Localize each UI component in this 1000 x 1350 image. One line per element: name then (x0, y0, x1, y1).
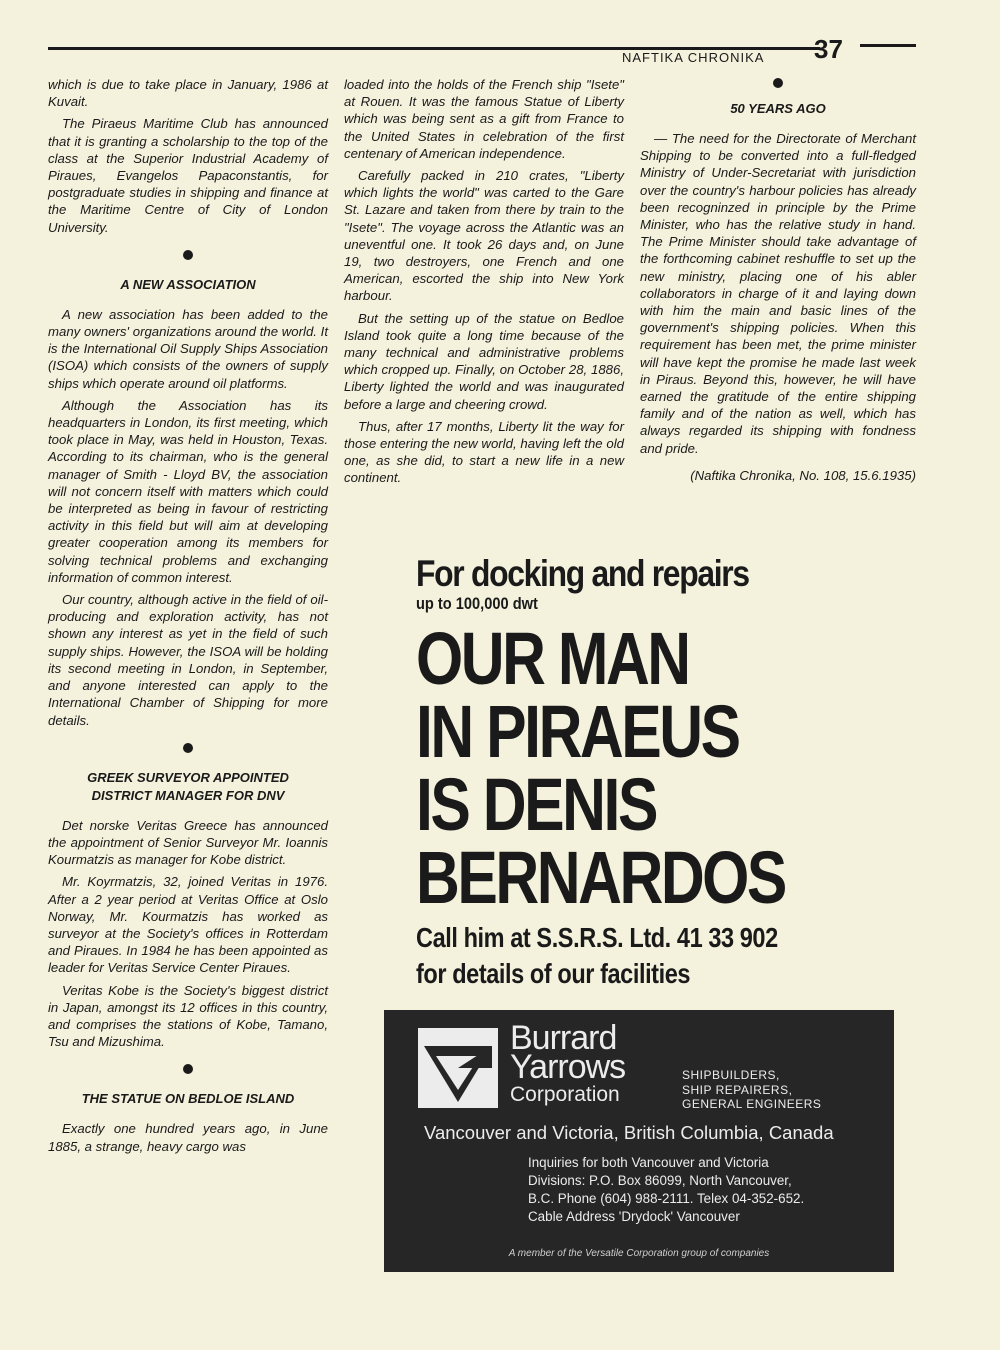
section-bullet (183, 743, 193, 753)
burrard-yarrows-logo-icon (418, 1028, 498, 1108)
member-note: A member of the Versatile Corporation group of companies (508, 1248, 770, 1259)
paragraph: Exactly one hundred years ago, in June 1885, a strange, heavy cargo was (48, 1121, 328, 1154)
inquiry-line: Inquiries for both Vancouver and Victoria (528, 1155, 769, 1170)
inquiry-line: Cable Address 'Drydock' Vancouver (528, 1209, 740, 1224)
company-box (384, 1010, 894, 1272)
section-bullet (773, 78, 783, 88)
company-name-line: Yarrows (510, 1048, 626, 1086)
section-heading-new-association: A NEW ASSOCIATION (120, 276, 256, 292)
service-line: SHIPBUILDERS, (682, 1068, 780, 1082)
ad-headline-line: IN PIRAEUS (416, 690, 739, 773)
source-citation: (Naftika Chronika, No. 108, 15.6.1935) (690, 467, 916, 483)
paragraph: Carefully packed in 210 crates, "Liberty which lights the world" was carted to the Gare St. Lazare and taken from there by train to the "Isete". The voyage across the Atlantic was an uneventful one. It took 26 days and, on June 19, two destroyers, one French and one American, escorted the ship into New York harbour. (344, 168, 624, 304)
service-line: SHIP REPAIRERS, (682, 1082, 793, 1097)
heading-line: GREEK SURVEYOR APPOINTED (87, 769, 289, 785)
paragraph: Mr. Koyrmatzis, 32, joined Veritas in 1976. After a 2 year period at Veritas Office at Oslo Norway, Mr. Kourmatzis has worked as surveyor at the Society's offices in Rotterdam and Piraues. In 1984 he has been appointed as leader for Veritas Service Center Piraues. (48, 874, 328, 976)
company-services (682, 1068, 821, 1112)
ad-headline-line: OUR MAN (416, 617, 689, 700)
paragraph: A new association has been added to the many owners' organizations around the world. It is the International Oil Supply Ships Association (ISOA) which consists of the owners of supply ships which operate around oil platforms. (48, 306, 328, 391)
paragraph: The Piraeus Maritime Club has announced that it is granting a scholarship to the top of the class at the Superior Industrial Academy of Piraues, Evangelos Papaconstantis, for postgraduate studies in shipping and finance at the Maritime Centre of City of London University. (48, 116, 328, 235)
paragraph: loaded into the holds of the French ship "Isete" at Rouen. It was the famous Statue of Liberty which was being sent as a gift from France to the United States in celebration of the first centenary of American independence. (344, 77, 624, 161)
company-name-line: Burrard (510, 1019, 617, 1057)
header-rule-right (860, 44, 916, 47)
company-inquiries (528, 1154, 804, 1226)
paragraph: — The need for the Directorate of Merchant Shipping to be converted into a full-fledged Ministry of Under-Secretariat with jurisdiction over the country's harbour policies has already been recogninzed in principle by the Prime Minister, who has the relative study in hand. The Prime Minister should take advantage of the forthcoming cabinet reshuffle to set up the new ministry, placing one of his abler collaborators in charge of it and laying down with him the main and basic lines of the government's shipping policies. When this requirement has been met, the prime minister will have kept the promise he made last week in Piraus. Beyond this, however, he will have earned the gratitude of the entire shipping family and of the nation as well, which has always regarded its shipping with fondness and pride. (640, 131, 916, 456)
section-bullet (183, 1064, 193, 1074)
paragraph: Thus, after 17 months, Liberty lit the way for those entering the new world, having left the old one, as she did, to start a new life in a new continent. (344, 418, 624, 486)
ad-tagline: For docking and repairs (416, 553, 749, 594)
company-name-line: Corporation (510, 1083, 620, 1106)
paragraph: But the setting up of the statue on Bedloe Island took quite a long time because of the many technical and administrative problems which cropped up. Finally, on October 28, 1886, Liberty lighted the world and was inaugurated before a large and cheering crowd. (344, 310, 624, 412)
paragraph: Veritas Kobe is the Society's biggest district in Japan, amongst its 12 offices in this country, and comprises the stations of Kobe, Tamano, Tsu and Mizushima. (48, 982, 328, 1050)
paragraph: Although the Association has its headquarters in London, its first meeting, which took place in May, was held in Houston, Texas. According to its chairman, who is the general manager of Smith - Lloyd BV, the association will not concern itself with matters which could be interpreted as being in favour of restricting activity in this field but will aim at developing greater cooperation among its members for solving technical problems and exchanging information of common interest. (48, 397, 328, 585)
inquiry-line: B.C. Phone (604) 988-2111. Telex 04-352-652. (528, 1191, 805, 1206)
paragraph: Our country, although active in the field of oil-producing and exploration activity, has not shown any interest as yet in the field of such supply ships. However, the ISOA will be holding its second meeting in London, in September, and anyone interested can apply to the International Chamber of Shipping for more details. (48, 592, 328, 728)
service-line: GENERAL ENGINEERS (682, 1097, 822, 1111)
ad-call-line: for details of our facilities (416, 958, 691, 989)
advertisement (384, 552, 894, 1272)
company-location: Vancouver and Victoria, British Columbia, Canada (424, 1122, 834, 1143)
ad-call-line: Call him at S.S.R.S. Ltd. 41 33 902 (416, 922, 778, 953)
column-1 (48, 76, 328, 1160)
column-2 (344, 76, 624, 492)
ad-capacity: up to 100,000 dwt (416, 594, 538, 613)
section-bullet (183, 250, 193, 260)
heading-line: DISTRICT MANAGER FOR DNV (91, 787, 285, 803)
publication-title: NAFTIKA CHRONIKA (622, 50, 765, 65)
ad-headline-line: IS DENIS (416, 763, 656, 846)
column-3 (640, 76, 916, 484)
paragraph: Det norske Veritas Greece has announced the appointment of Senior Surveyor Mr. Ioannis Kourmatzis as manager for Kobe district. (48, 817, 328, 868)
section-heading-statue: THE STATUE ON BEDLOE ISLAND (81, 1091, 295, 1107)
company-name (510, 1019, 626, 1108)
page-number: 37 (814, 34, 843, 64)
inquiry-line: Divisions: P.O. Box 86099, North Vancouver, (528, 1173, 792, 1188)
ad-call-to-action (416, 920, 894, 992)
section-heading-50-years-ago: 50 YEARS AGO (730, 101, 826, 116)
ad-headline-line: BERNARDOS (416, 836, 785, 919)
ad-headline (416, 617, 894, 919)
section-heading-greek-surveyor (48, 769, 328, 805)
paragraph: which is due to take place in January, 1986 at Kuvait. (48, 77, 328, 110)
